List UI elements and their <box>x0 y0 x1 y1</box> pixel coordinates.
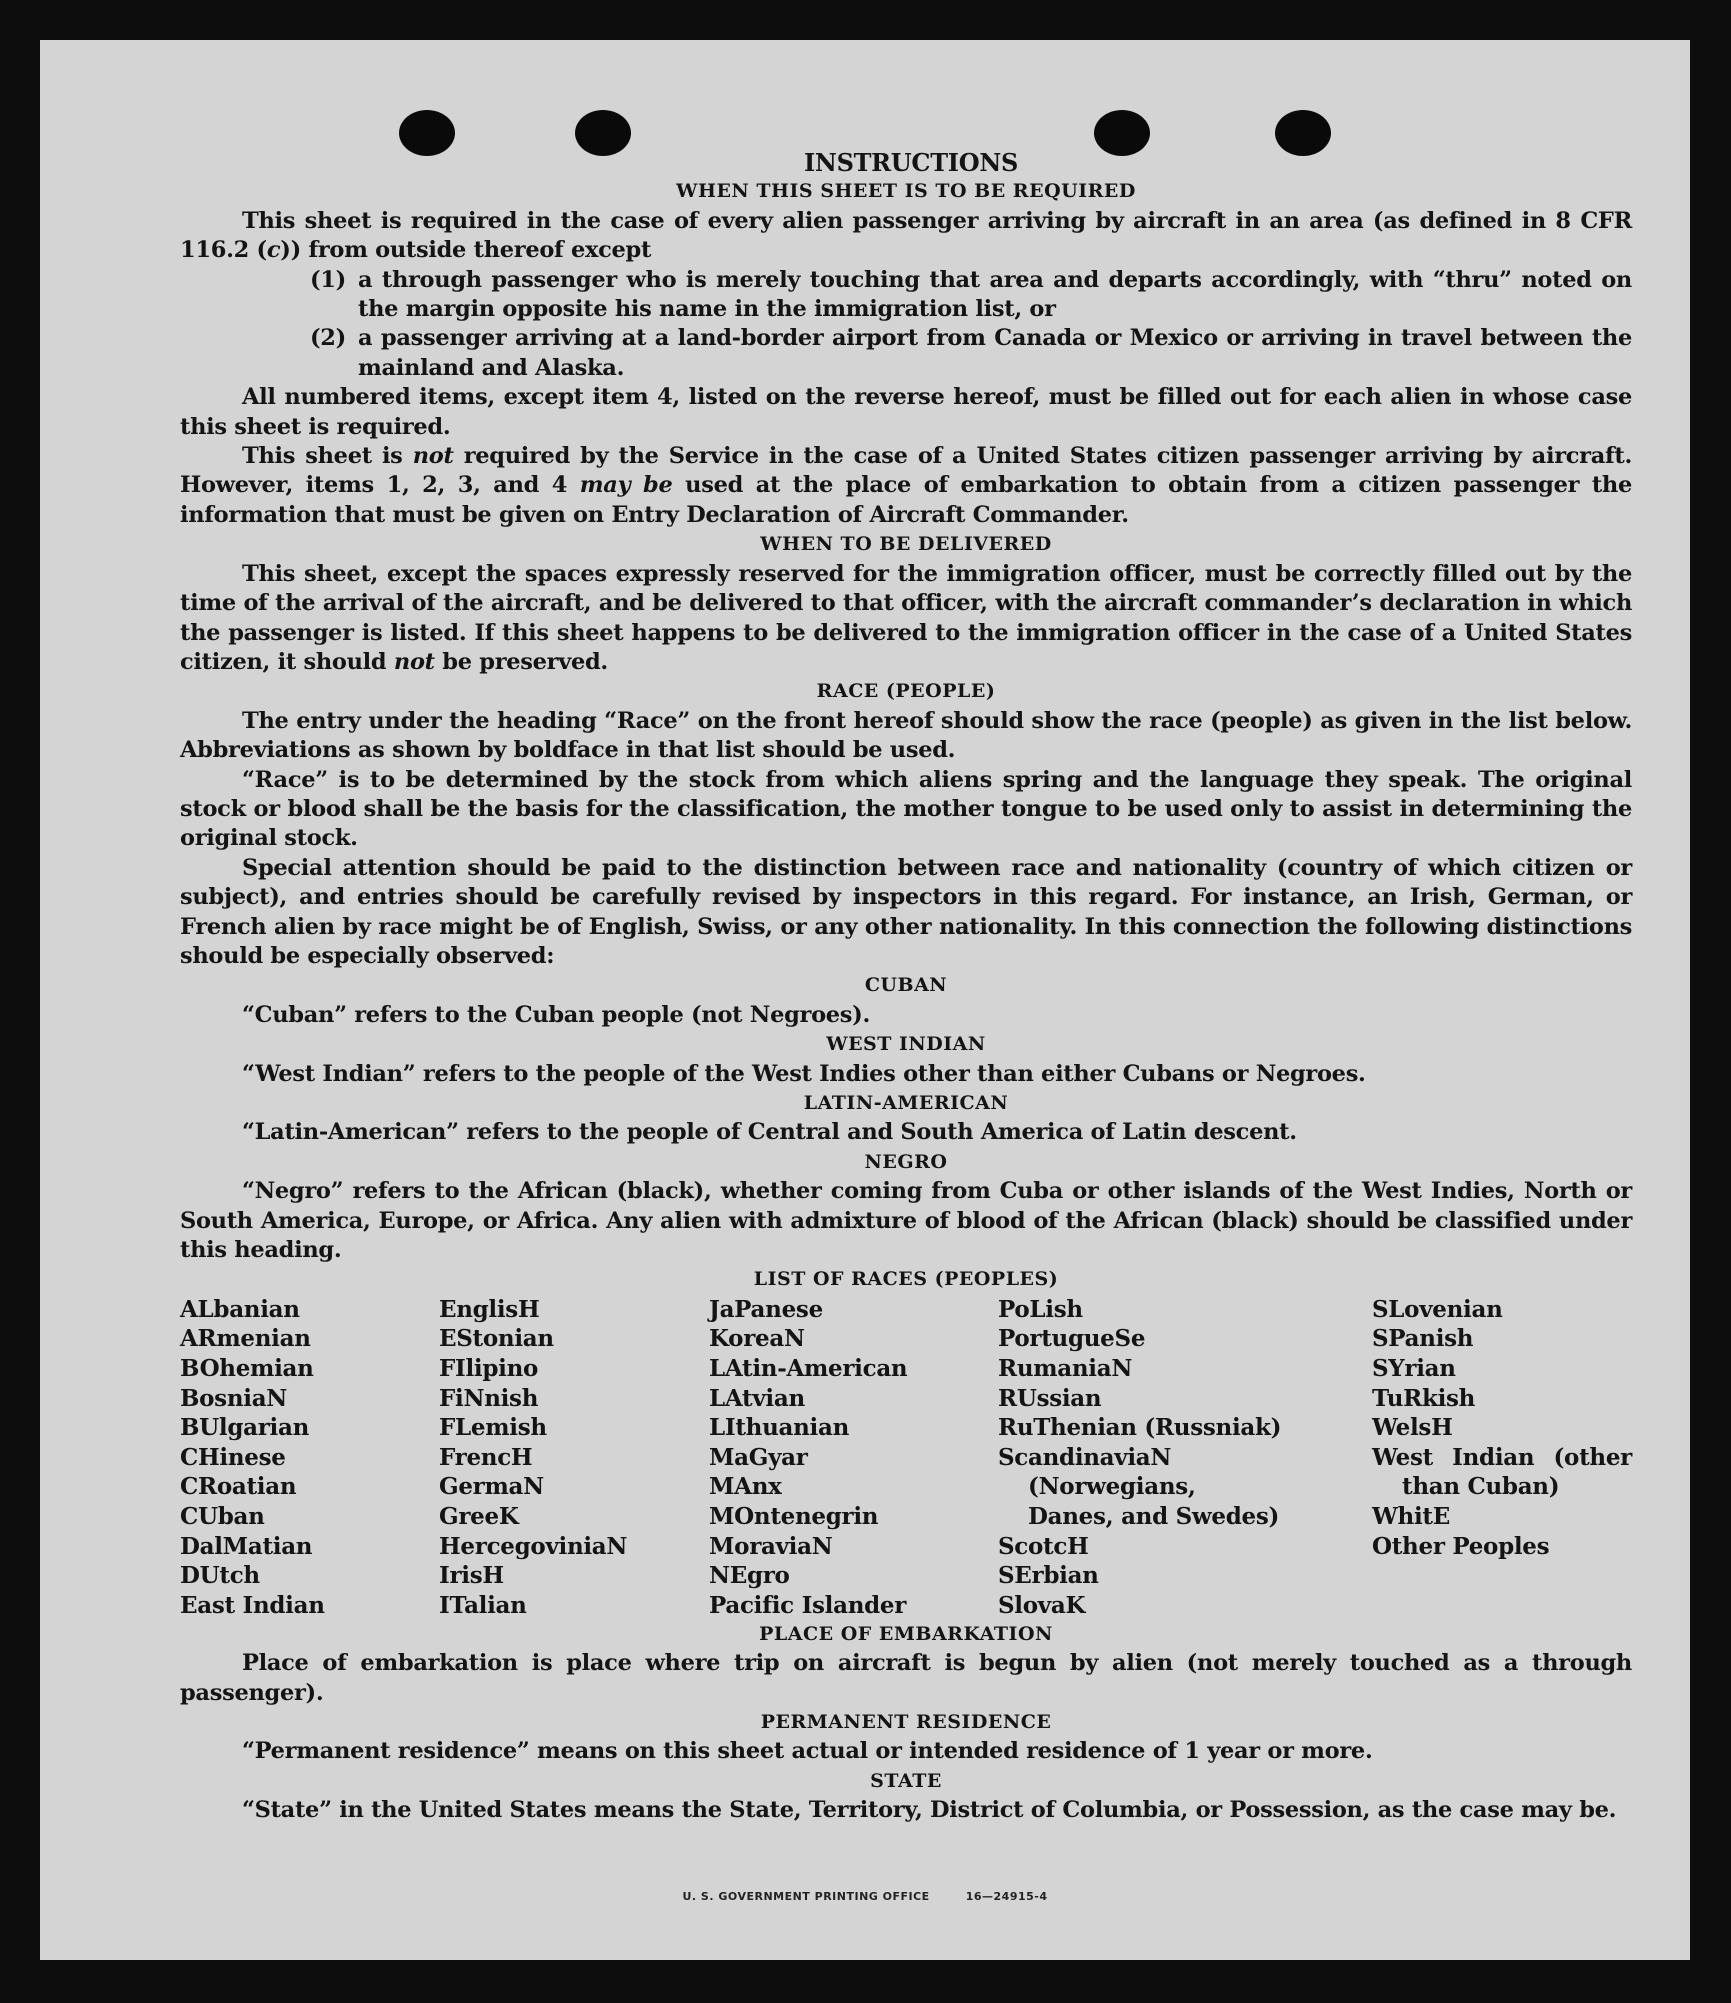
race-entry: WhitE <box>1372 1503 1450 1530</box>
race-entry: SLovenian <box>1372 1295 1503 1323</box>
text-italic: may be <box>579 472 673 499</box>
race-entry: ALbanian <box>180 1295 300 1323</box>
race-entry: SPanish <box>1372 1325 1474 1353</box>
text-italic: not <box>412 443 454 470</box>
race-entry: CHinese <box>180 1443 286 1471</box>
race-entry: DUtch <box>180 1562 260 1590</box>
race-entry: Other Peoples <box>1372 1532 1550 1560</box>
item-text: a passenger arriving at a land-border airport from Canada or Mexico or arriving in travel between the mainland and Alaska. <box>358 325 1632 381</box>
paragraph <box>180 207 1632 266</box>
race-entry: CRoatian <box>180 1473 297 1501</box>
race-entry: EStonian <box>439 1325 554 1353</box>
paragraph: “Negro” refers to the African (black), whether coming from Cuba or other islands of the West Indies, North or South America, Europe, or Africa. Any alien with admixture of blood of the African (black) should be classified under this heading. <box>180 1178 1632 1264</box>
race-entry: HercegoviniaN <box>439 1532 628 1560</box>
item-text: a through passenger who is merely touching that area and departs accordingly, with “thru” noted on the margin opposite his name in the immigration list, or <box>358 266 1632 323</box>
race-entry: PortugueSe <box>998 1325 1146 1353</box>
section-heading: STATE <box>870 1769 942 1792</box>
race-entry: NEgro <box>709 1562 790 1590</box>
race-entry: FrencH <box>439 1443 533 1471</box>
paragraph: “Race” is to be determined by the stock from which aliens spring and the language they speak. The original stock or blood shall be the basis for the classification, the mother tongue to be used only to assist in determining the original stock. <box>180 766 1632 852</box>
paragraph <box>180 560 1632 678</box>
section-heading: CUBAN <box>864 974 948 997</box>
race-entry: RumaniaN <box>998 1355 1133 1383</box>
race-entry: FIlipino <box>439 1355 539 1383</box>
text-italic: c <box>266 237 281 264</box>
paragraph: All numbered items, except item 4, listed on the reverse hereof, must be filled out for each alien in whose case this sheet is required. <box>180 384 1632 440</box>
race-entry: PoLish <box>998 1295 1083 1323</box>
text-italic: not <box>393 648 435 675</box>
paragraph: “State” in the United States means the State, Territory, District of Columbia, or Possession, as the case may be. <box>242 1797 1617 1824</box>
printer-imprint <box>40 1890 1690 1903</box>
race-column <box>709 1295 979 1621</box>
race-entry: ARmenian <box>180 1325 311 1353</box>
race-column <box>1372 1295 1632 1561</box>
paragraph: “West Indian” refers to the people of the West Indies other than either Cubans or Negroes. <box>242 1060 1366 1087</box>
race-entry: BosniaN <box>180 1384 288 1412</box>
race-entry: LIthuanian <box>709 1414 849 1442</box>
text: )) from outside thereof except <box>280 237 652 264</box>
page-title: INSTRUCTIONS <box>804 148 1018 177</box>
race-entry: RUssian <box>998 1384 1102 1412</box>
race-entry: ScandinaviaN (Norwegians, Danes, and Swedes) <box>998 1443 1280 1530</box>
text: This sheet is <box>242 443 413 470</box>
section-heading: RACE (PEOPLE) <box>816 680 996 703</box>
paragraph: “Latin-American” refers to the people of Central and South America of Latin descent. <box>242 1119 1297 1146</box>
paragraph <box>180 442 1632 530</box>
race-entry: LAtvian <box>709 1384 805 1412</box>
race-column <box>180 1295 420 1621</box>
paragraph: The entry under the heading “Race” on the front hereof should show the race (people) as given in the list below. Abbreviations as shown by boldface in that list should be used. <box>180 707 1632 764</box>
paragraph: “Cuban” refers to the Cuban people (not Negroes). <box>242 1001 871 1028</box>
item-number: (1) <box>309 266 346 293</box>
item-number: (2) <box>309 325 346 352</box>
section-heading: LATIN-AMERICAN <box>803 1092 1009 1114</box>
section-heading: LIST OF RACES (PEOPLES) <box>753 1268 1059 1291</box>
section-heading: NEGRO <box>864 1150 948 1173</box>
section-heading: PERMANENT RESIDENCE <box>760 1711 1052 1734</box>
race-entry: RuThenian (Russniak) <box>998 1414 1282 1442</box>
section-heading: PLACE OF EMBARKATION <box>759 1622 1053 1645</box>
race-entry: ScotcH <box>998 1532 1089 1560</box>
text: required by the Service in the case of a United States citizen passenger arriving by aircraft. However, items 1, 2, 3, and 4 <box>180 443 1632 499</box>
race-entry: Pacific Islander <box>709 1591 907 1619</box>
text: This sheet is required in the case of every alien passenger arriving by aircraft in an area (as defined in 8 CFR 116.2 ( <box>180 207 1632 264</box>
race-entry: BOhemian <box>180 1355 314 1383</box>
race-column <box>998 1295 1288 1621</box>
section-heading: WEST INDIAN <box>826 1033 986 1056</box>
race-entry: SlovaK <box>998 1591 1086 1619</box>
instructions-body <box>180 148 1632 1826</box>
race-entry: FLemish <box>439 1414 547 1442</box>
race-entry: FiNnish <box>439 1384 539 1412</box>
list-item <box>180 266 1632 325</box>
race-column <box>439 1295 689 1621</box>
paragraph: Place of embarkation is place where trip on aircraft is begun by alien (not merely touched as a through passenger). <box>180 1650 1632 1706</box>
race-entry: KoreaN <box>709 1325 805 1353</box>
race-entry: SErbian <box>998 1562 1099 1590</box>
race-entry: MaGyar <box>709 1443 808 1471</box>
race-entry: EnglisH <box>439 1295 540 1323</box>
section-heading: WHEN TO BE DELIVERED <box>760 533 1052 556</box>
paragraph: “Permanent residence” means on this sheet actual or intended residence of 1 year or more. <box>242 1738 1373 1765</box>
race-entry: BUlgarian <box>180 1414 309 1442</box>
paragraph: Special attention should be paid to the distinction between race and nationality (country of which citizen or subject), and entries should be carefully revised by inspectors in this regard. For instance, an Irish, German, or French alien by race might be of English, Swiss, or any other nationality. In this connection the following distinctions should be especially observed: <box>180 854 1632 969</box>
text: be preserved. <box>434 648 608 675</box>
race-entry: CUban <box>180 1503 265 1530</box>
document-page <box>40 40 1690 1960</box>
race-entry: MAnx <box>709 1473 782 1501</box>
section-heading: WHEN THIS SHEET IS TO BE REQUIRED <box>676 180 1136 203</box>
form-code: 16—24915-4 <box>965 1890 1048 1903</box>
race-entry: MoraviaN <box>709 1532 833 1560</box>
race-entry: JaPanese <box>709 1295 823 1323</box>
printer-name: U. S. GOVERNMENT PRINTING OFFICE <box>682 1890 930 1903</box>
race-entry: LAtin-American <box>709 1355 908 1383</box>
race-entry: GreeK <box>439 1503 519 1530</box>
list-item <box>180 324 1632 383</box>
race-entry: SYrian <box>1372 1355 1456 1383</box>
race-entry: WelsH <box>1372 1414 1453 1442</box>
race-entry: East Indian <box>180 1591 325 1619</box>
text: used at the place of embarkation to obtain from a citizen passenger the information that must be given on Entry Declaration of Aircraft Commander. <box>180 472 1632 528</box>
race-entry: MOntenegrin <box>709 1503 879 1530</box>
race-entry: GermaN <box>439 1473 544 1501</box>
race-entry: IrisH <box>439 1562 504 1590</box>
race-list <box>180 1295 1632 1620</box>
text: This sheet, except the spaces expressly reserved for the immigration officer, must be correctly filled out by the time of the arrival of the aircraft, and be delivered to that officer, with the aircraft commander’s declaration in which the passenger is listed. If this sheet happens to be delivered to the immigration officer in the case of a United States citizen, it should <box>180 560 1632 675</box>
race-entry: DalMatian <box>180 1532 313 1560</box>
race-entry: ITalian <box>439 1591 527 1619</box>
race-entry: TuRkish <box>1372 1384 1476 1412</box>
race-entry: West Indian (other than Cuban) <box>1372 1443 1632 1501</box>
